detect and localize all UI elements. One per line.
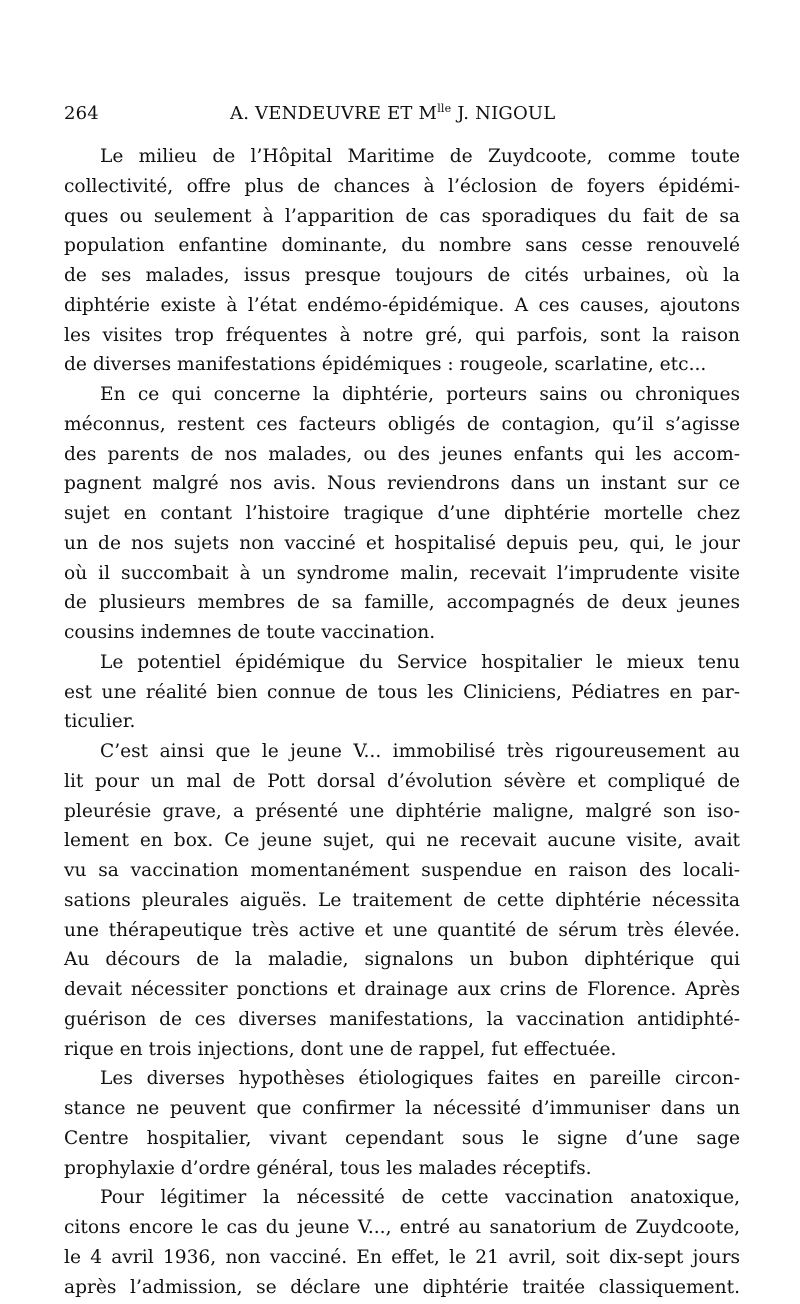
text-line: ticulier. bbox=[64, 711, 136, 733]
page-number: 264 bbox=[64, 103, 99, 124]
text-line: des parents de nos malades, ou des jeunes enfants qui les accom- bbox=[64, 443, 740, 465]
text-line: Centre hospitalier, vivant cependant sous le signe d’une sage bbox=[64, 1127, 740, 1149]
text-line: rique en trois injections, dont une de rappel, fut effectuée. bbox=[64, 1038, 617, 1060]
running-title-coauthor: J. NIGOUL bbox=[451, 103, 556, 124]
text-line: de plusieurs membres de sa famille, accompagnés de deux jeunes bbox=[64, 592, 740, 614]
text-line: stance ne peuvent que confirmer la nécessité d’immuniser dans un bbox=[64, 1098, 740, 1119]
text-line: un de nos sujets non vacciné et hospitalisé depuis peu, qui, le jour bbox=[64, 532, 740, 554]
text-line: lit pour un mal de Pott dorsal d’évolution sévère et compliqué de bbox=[64, 770, 740, 792]
text-line: citons encore le cas du jeune V..., entré au sanatorium de Zuydcoote, bbox=[64, 1217, 740, 1238]
running-head bbox=[64, 103, 740, 129]
text-line: sations pleurales aiguës. Le traitement de cette diphtérie nécessita bbox=[64, 889, 740, 911]
text-line: les visites trop fréquentes à notre gré, qui parfois, sont la raison bbox=[64, 324, 740, 346]
text-line: Les diverses hypothèses étiologiques faites en pareille circon- bbox=[100, 1068, 740, 1090]
running-title bbox=[230, 103, 555, 124]
text-line: population enfantine dominante, du nombre sans cesse renouvelé bbox=[64, 235, 740, 257]
text-line: Au décours de la maladie, signalons un bubon diphtérique qui bbox=[64, 949, 740, 971]
text-line: guérison de ces diverses manifestations, la vaccination antidiphté- bbox=[64, 1008, 740, 1030]
text-line: collectivité, offre plus de chances à l’éclosion de foyers épidémi- bbox=[64, 175, 740, 197]
text-line: méconnus, restent ces facteurs obligés de contagion, qu’il s’agisse bbox=[64, 413, 740, 435]
running-title-authors: A. VENDEUVRE ET M bbox=[230, 103, 438, 124]
text-line: où il succombait à un syndrome malin, recevait l’imprudente visite bbox=[64, 562, 740, 584]
text-line: En ce qui concerne la diphtérie, porteurs sains ou chroniques bbox=[100, 384, 740, 405]
text-line: de diverses manifestations épidémiques : rougeole, scarlatine, etc... bbox=[64, 354, 707, 376]
book-page bbox=[64, 0, 740, 1304]
text-line: Pour légitimer la nécessité de cette vaccination anatoxique, bbox=[100, 1187, 740, 1209]
text-line: diphtérie existe à l’état endémo-épidémique. A ces causes, ajoutons bbox=[64, 294, 740, 316]
text-line: est une réalité bien connue de tous les Cliniciens, Pédiatres en par- bbox=[64, 681, 740, 703]
text-line: sujet en contant l’histoire tragique d’une diphtérie mortelle chez bbox=[64, 503, 740, 524]
text-line: vu sa vaccination momentanément suspendue en raison des locali- bbox=[64, 860, 740, 881]
text-line: pleurésie grave, a présenté une diphtérie maligne, malgré son iso- bbox=[64, 800, 740, 822]
text-line: prophylaxie d’ordre général, tous les malades réceptifs. bbox=[64, 1157, 592, 1179]
text-line: Le milieu de l’Hôpital Maritime de Zuydcoote, comme toute bbox=[100, 146, 740, 167]
running-title-superscript: lle bbox=[437, 102, 452, 115]
text-line: de ses malades, issus presque toujours de cités urbaines, où la bbox=[64, 265, 740, 286]
text-line: C’est ainsi que le jeune V... immobilisé très rigoureusement au bbox=[100, 741, 740, 762]
text-line: Le potentiel épidémique du Service hospitalier le mieux tenu bbox=[100, 651, 740, 673]
text-line: lement en box. Ce jeune sujet, qui ne recevait aucune visite, avait bbox=[64, 830, 740, 852]
text-line: après l’admission, se déclare une diphtérie traitée classiquement. bbox=[64, 1276, 740, 1298]
text-line: le 4 avril 1936, non vacciné. En effet, le 21 avril, soit dix-sept jours bbox=[64, 1246, 740, 1268]
text-line: devait nécessiter ponctions et drainage aux crins de Florence. Après bbox=[64, 979, 740, 1000]
text-line: pagnent malgré nos avis. Nous reviendrons dans un instant sur ce bbox=[64, 473, 740, 495]
body-text bbox=[64, 142, 740, 1302]
text-line: cousins indemnes de toute vaccination. bbox=[64, 622, 436, 643]
text-line: ques ou seulement à l’apparition de cas sporadiques du fait de sa bbox=[64, 205, 740, 227]
text-line: une thérapeutique très active et une quantité de sérum très élevée. bbox=[64, 919, 740, 941]
